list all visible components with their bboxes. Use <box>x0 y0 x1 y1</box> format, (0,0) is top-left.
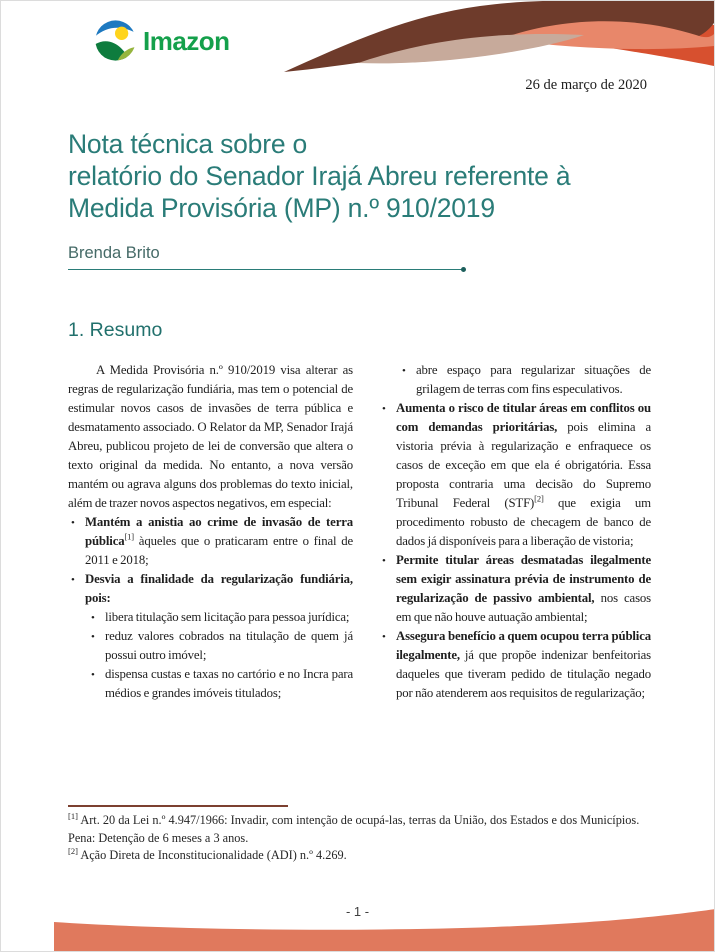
bullet-bold-text: Aumenta o risco de titular áreas em conflitos ou com demandas prioritárias, <box>396 401 651 434</box>
footnote-ref-2: [2] <box>534 493 544 504</box>
footnote-2 <box>68 847 650 865</box>
section-heading-resumo: 1. Resumo <box>68 319 163 341</box>
sub-bullet-abre: • abre espaço para regularizar situações de grilagem de terras com fins especulativos. <box>399 361 651 399</box>
footnote-marker-2: [2] <box>68 845 78 856</box>
right-column <box>379 361 651 703</box>
bullet-bold-text: Assegura benefício a quem ocupou terra pública ilegalmente, <box>396 629 651 662</box>
footnote-ref-1: [1] <box>124 531 134 542</box>
imazon-logo-icon <box>95 20 136 61</box>
author-name: Brenda Brito <box>68 244 160 262</box>
footnote-text-2: Ação Direta de Inconstitucionalidade (ADI) n.º 4.269. <box>80 848 347 862</box>
imazon-logo-text: Imazon <box>143 25 230 56</box>
sub-bullet-libera: • libera titulação sem licitação para pessoa jurídica; <box>88 608 353 627</box>
footnote-separator <box>68 805 288 807</box>
footnotes-section <box>68 805 650 865</box>
bullet-aumenta <box>379 399 651 551</box>
title-line-1: Nota técnica sobre o <box>68 129 308 159</box>
document-date: 26 de março de 2020 <box>525 77 647 93</box>
body-columns <box>68 361 651 703</box>
bullet-text: àqueles que o praticaram entre o final de 2011 e 2018; <box>85 534 353 567</box>
bullet-text: pois elimina a vistoria prévia à regularização e enfraquece os casos de exceção em que ela é obrigatória. Essa proposta contraria uma decisão do Supremo Tribunal Federal (STF) <box>396 420 651 510</box>
intro-paragraph: A Medida Provisória n.º 910/2019 visa alterar as regras de regularização fundiária, mas tem o potencial de estimular novos casos de invasões de terra pública e desmatamento associado. O Relator da MP, Senador Irajá Abreu, publicou projeto de lei de conversão que altera o texto original da medida. No entanto, a nova versão mantém ou agrava alguns dos problemas do texto inicial, além de trazer novos aspectos negativos, em especial: <box>68 363 353 510</box>
bullet-bold-text: Permite titular áreas desmatadas ilegalmente sem exigir assinatura prévia de instrumento de regularização de passivo ambiental, <box>396 553 651 605</box>
title-rule-decoration <box>68 269 464 270</box>
document-title <box>68 128 660 224</box>
imazon-logo <box>95 20 230 61</box>
bullet-mantem <box>68 513 353 570</box>
bullet-text: que exigia um procedimento robusto de checagem de banco de dados já disponíveis para a liberação de vistoria; <box>396 496 651 548</box>
bullet-bold-text: Desvia a finalidade da regularização fundiária, pois: <box>85 572 353 605</box>
footnote-text-1: Art. 20 da Lei n.º 4.947/1966: Invadir, com intenção de ocupá-las, terras da União, dos Estados e dos Municípios. Pena: Detenção de 6 meses a 3 anos. <box>68 813 640 845</box>
header-wave-decoration <box>284 1 714 75</box>
title-line-3: Medida Provisória (MP) n.º 910/2019 <box>68 193 495 223</box>
bullet-permite <box>379 551 651 627</box>
left-column <box>68 361 353 703</box>
sub-bullet-dispensa: • dispensa custas e taxas no cartório e no Incra para médios e grandes imóveis titulados; <box>88 665 353 703</box>
footnote-1 <box>68 812 650 847</box>
bullet-assegura <box>379 627 651 703</box>
bullet-desvia <box>68 570 353 608</box>
sub-bullet-reduz: • reduz valores cobrados na titulação de quem já possui outro imóvel; <box>88 627 353 665</box>
bullet-bold-text: Mantém a anistia ao crime de invasão de terra pública <box>85 515 353 548</box>
bullet-text: nos casos em que não houve autuação ambiental; <box>396 591 651 624</box>
title-line-2: relatório do Senador Irajá Abreu referente à <box>68 161 571 191</box>
page-number: - 1 - <box>345 904 370 919</box>
footnote-marker-1: [1] <box>68 810 78 821</box>
bullet-text: já que propõe indenizar benfeitorias daqueles que tiveram pedido de titulação negado por não atenderem aos requisitos de regularização; <box>396 648 651 700</box>
